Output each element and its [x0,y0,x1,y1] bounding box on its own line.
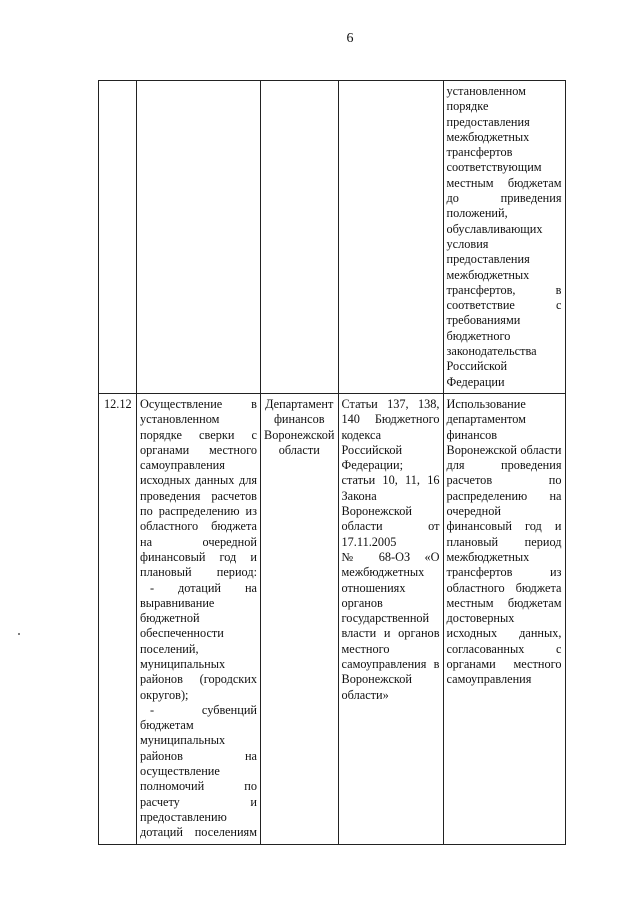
cell-text-line: Федерации; [341,458,403,473]
page-number: 6 [346,31,354,46]
cell-text-line: выравнивание [140,595,215,610]
cell-text-line: распределению на [446,488,562,503]
cell-text-line: расчету и [140,794,257,809]
cell-text-line: предоставлению [140,809,227,824]
cell-text-line: финансовый год и [140,549,257,564]
cell-text-line: согласованных с [446,641,562,656]
cell-text-line: бюджетам [140,718,194,733]
cell-text-line: местным бюджетам [446,175,562,190]
cell-text-line: органами местного [140,442,257,457]
cell-text-line: округов); [140,687,189,702]
cell-text-line: органами местного [446,656,562,671]
cell-text-line: области [278,442,320,457]
cell-text-line: трансфертов [446,145,513,160]
cell-result [443,393,565,844]
cell-text-line: Воронежской [341,672,412,687]
cell-text-line: предоставления [446,252,530,267]
cell-text-line: Воронежской области [446,442,562,457]
cell-text-line: финансов [273,412,325,427]
cell-text-line: требованиями [446,313,521,328]
cell-text-line: межбюджетных [341,565,425,580]
cell-text-line: достоверных [446,611,515,626]
cell-text-line: предоставления [446,114,530,129]
cell-text-line: статьи 10, 11, 16 [341,473,440,488]
scan-speck [18,633,20,635]
cell-text-line: власти и органов [341,626,440,641]
cell-text-line: самоуправления [140,458,225,473]
cell-text-line: государственной [341,611,430,626]
cell-text-line: для проведения [446,458,562,473]
cell-text-line: Российской [341,442,403,457]
cell-text-line: по распределению из [140,504,257,519]
cell-text-line: обуславливающих [446,221,543,236]
cell-text-line: межбюджетных [446,129,530,144]
cell-text-line: очередной [446,504,501,519]
cell-text-line: межбюджетных [446,549,530,564]
cell-department-empty [261,81,339,394]
cell-text-line: - дотаций на [150,580,257,595]
cell-text-line: Воронежской [264,427,335,442]
cell-text-line: самоуправления в [341,656,440,671]
cell-text-line: районов (городских [140,672,257,687]
cell-text-line: обеспеченности [140,626,224,641]
cell-legal-basis [338,393,443,844]
cell-text-line: финансов [446,427,498,442]
cell-text-line: финансовый год и [446,519,562,534]
cell-text-line: поселений, [140,641,199,656]
cell-text-line: области от [341,519,440,534]
cell-activity [137,393,261,844]
cell-text-line: плановый период [446,534,562,549]
cell-text-line: местным бюджетам [446,595,562,610]
cell-text-line: Использование [446,396,526,411]
cell-text-line: установленном [446,84,526,98]
cell-text-line: соответствие с [446,298,562,313]
cell-text-line: законодательства [446,344,537,359]
cell-text-line: муниципальных [140,656,226,671]
cell-text-line: исходных данных для [140,473,257,488]
cell-text-line: областного бюджета [446,580,562,595]
table-row-12-12 [99,393,566,844]
cell-department [261,393,339,844]
row-number: 12.12 [99,393,137,844]
cell-text-line: порядке [446,99,489,114]
cell-text-line: межбюджетных [446,267,530,282]
cell-text-line: 140 Бюджетного [341,412,440,427]
cell-text-line: местного [341,641,390,656]
cell-text-line: Департамент [265,396,334,411]
cell-text-line: дотаций поселениям [140,825,257,840]
cell-text-line: трансфертов, в [446,282,562,297]
cell-text-line: исходных данных, [446,626,562,641]
cell-text-line: на очередной [140,534,257,549]
cell-text-line: осуществление [140,764,220,779]
cell-text-line: 17.11.2005 [341,534,397,549]
cell-text-line: Осуществление в [140,396,257,411]
cell-text-line: трансфертов из [446,565,562,580]
cell-text-line: плановый период: [140,565,257,580]
cell-text-line: бюджетного [446,328,511,343]
cell-text-line: областного бюджета [140,519,257,534]
cell-number-empty [99,81,137,394]
cell-text-line: проведения расчетов [140,488,257,503]
cell-text-line: полномочий по [140,779,257,794]
cell-text-line: соответствующим [446,160,542,175]
cell-result-continued [443,81,565,394]
cell-text-line: области» [341,687,389,702]
cell-text-line: до приведения [446,191,562,206]
cell-text-line: расчетов по [446,473,562,488]
cell-text-line: условия [446,236,489,251]
cell-text-line: - субвенций [150,702,257,717]
cell-text-line: Закона [341,488,377,503]
cell-text-line: муниципальных [140,733,226,748]
cell-text-line: кодекса [341,427,382,442]
cell-text-line: районов на [140,748,257,763]
cell-text-line: Воронежской [341,504,412,519]
cell-text-line: органов [341,595,383,610]
cell-text-line: № 68-ОЗ «О [341,549,440,564]
cell-text-line: отношениях [341,580,406,595]
cell-text-line: департаментом [446,412,526,427]
table-row-continued [99,81,566,394]
cell-text-line: порядке сверки с [140,427,257,442]
measures-table [98,80,566,845]
cell-activity-empty [137,81,261,394]
cell-legal-basis-empty [338,81,443,394]
cell-text-line: Федерации [446,374,505,389]
cell-text-line: положений, [446,206,508,221]
cell-text-line: Статьи 137, 138, [341,396,440,411]
cell-text-line: самоуправления [446,672,532,687]
cell-text-line: установленном [140,412,220,427]
cell-text-line: бюджетной [140,611,200,626]
cell-text-line: Российской [446,359,508,374]
